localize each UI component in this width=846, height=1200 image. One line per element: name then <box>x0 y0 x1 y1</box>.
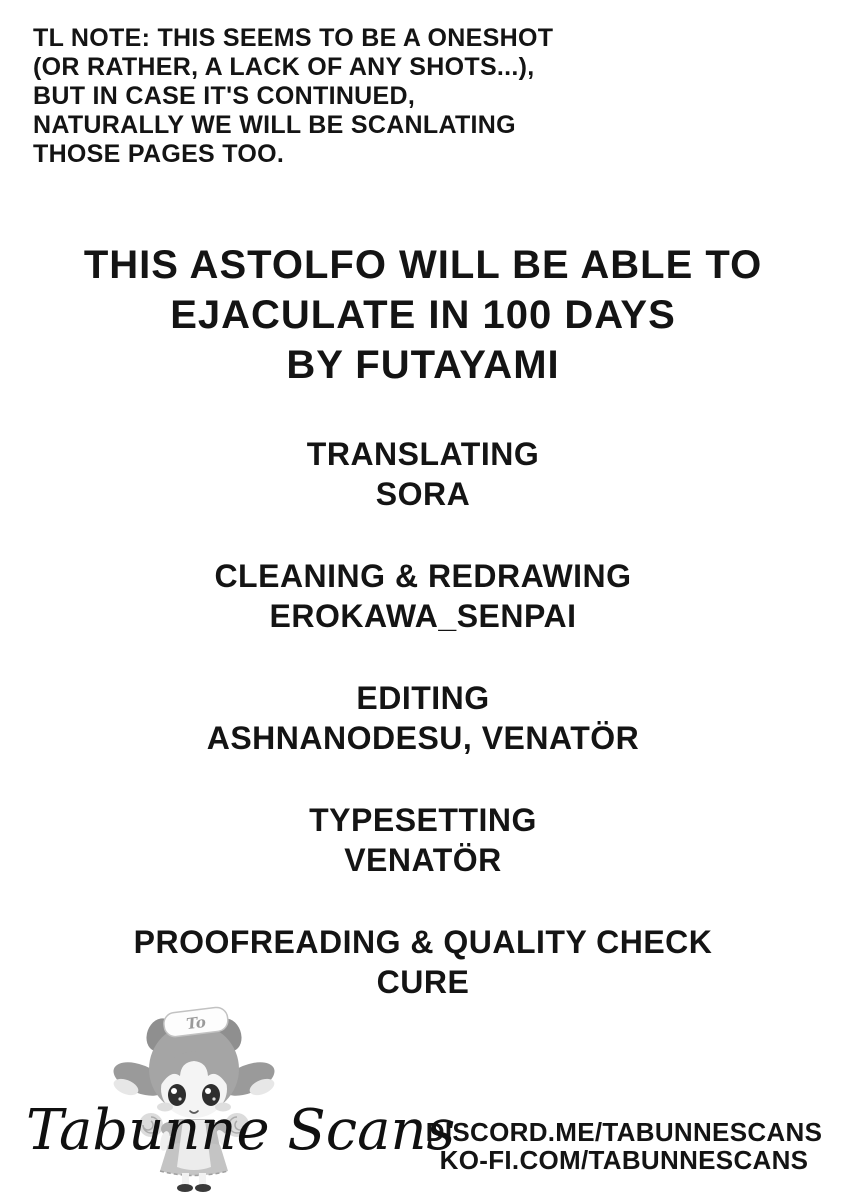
footer-links <box>413 1118 835 1174</box>
tl-note-line: TL NOTE: THIS SEEMS TO BE A ONESHOT <box>33 24 554 52</box>
scan-group-logo: Tabunne Scans <box>26 1098 456 1163</box>
page-title <box>0 240 846 390</box>
tl-note-line: NATURALLY WE WILL BE SCANLATING <box>33 111 516 139</box>
credit-cleaning-redrawing <box>0 556 846 636</box>
credit-role: TRANSLATING <box>306 436 540 472</box>
title-line: EJACULATE IN 100 DAYS <box>170 293 676 337</box>
tl-note-line: (OR RATHER, A LACK OF ANY SHOTS...), <box>33 53 535 81</box>
credit-proofreading-qc <box>0 922 846 1002</box>
credit-role: PROOFREADING & QUALITY CHECK <box>133 924 713 960</box>
credit-translating <box>0 434 846 514</box>
credit-names: SORA <box>375 476 471 512</box>
credit-names: ASHNANODESU, VENATÖR <box>206 720 640 756</box>
kofi-link: KO-FI.COM/TABUNNESCANS <box>439 1145 809 1175</box>
tl-note-line: THOSE PAGES TOO. <box>33 140 285 168</box>
credit-role: CLEANING & REDRAWING <box>214 558 632 594</box>
credit-role: EDITING <box>356 680 490 716</box>
tl-note-line: BUT IN CASE IT'S CONTINUED, <box>33 82 416 110</box>
credit-names: VENATÖR <box>344 842 502 878</box>
credit-role: TYPESETTING <box>309 802 537 838</box>
mascot-hat-text: To <box>185 1012 207 1034</box>
credit-names: EROKAWA_SENPAI <box>269 598 577 634</box>
discord-link: DISCORD.ME/TABUNNESCANS <box>425 1117 823 1147</box>
credit-typesetting <box>0 800 846 880</box>
title-line: THIS ASTOLFO WILL BE ABLE TO <box>83 243 763 287</box>
credits-list <box>0 434 846 1044</box>
credit-names: CURE <box>376 964 470 1000</box>
tl-note <box>33 24 553 169</box>
title-line: BY FUTAYAMI <box>286 343 560 387</box>
credit-editing <box>0 678 846 758</box>
